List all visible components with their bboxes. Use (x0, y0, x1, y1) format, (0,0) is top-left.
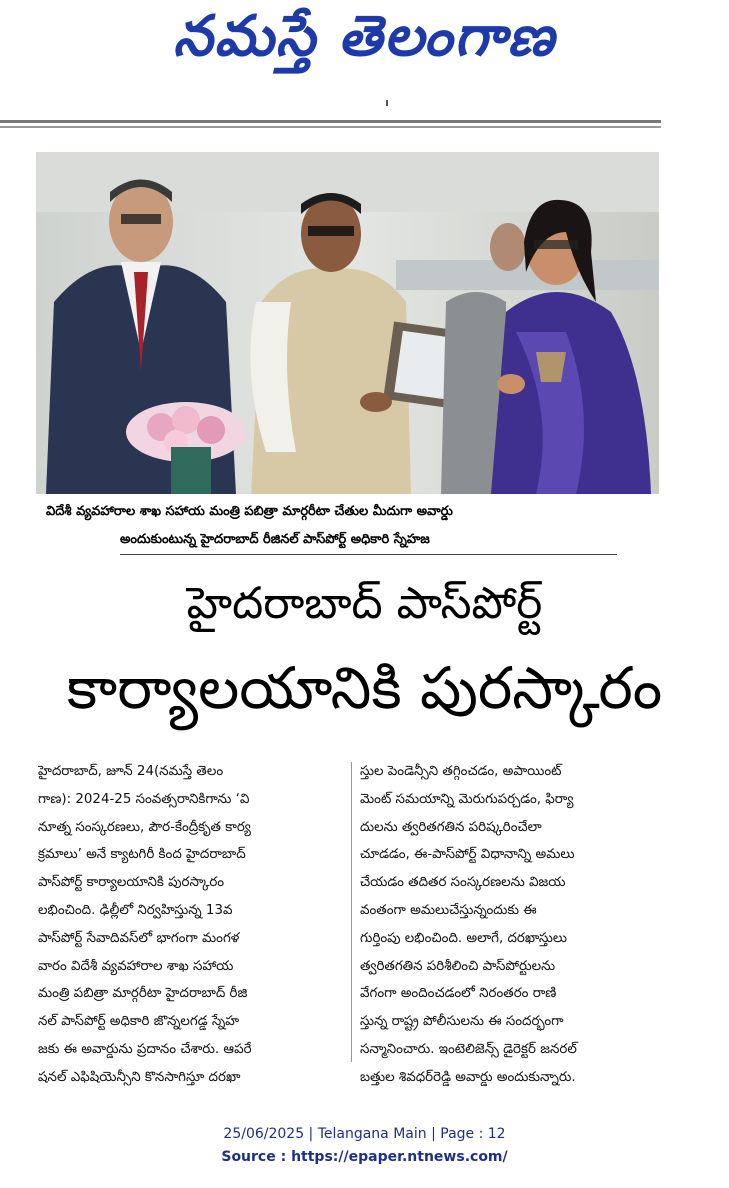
article-line: త్వరితగతిన పరిశీలించి పాస్‌పోర్టులను (360, 958, 556, 974)
photo-caption-line: అందుకుంటున్న హైదరాబాద్ రీజినల్ పాస్‌పోర్ట్ అధికారి స్నేహజ (120, 532, 430, 547)
article-line: హైదరాబాద్, జూన్ 24(నమస్తే తెలం (38, 764, 224, 779)
article-line: మెంట్ సమయాన్ని మెరుగుపర్చడం, ఫిర్యా (360, 791, 574, 807)
newspaper-logo: నమస్తే తెలంగాణ (173, 4, 556, 69)
article-line: వారం విదేశీ వ్యవహారాల శాఖ సహాయ (38, 958, 234, 974)
photo-caption-line: విదేశీ వ్యవహారాల శాఖ సహాయ మంత్రి పబిత్రా మార్గరీటా చేతుల మీదుగా అవార్డు (46, 504, 453, 519)
article-line: క్రమాలు’ అనే క్యాటగిరీ కింద హైదరాబాద్ (38, 847, 246, 863)
masthead-rule (0, 120, 661, 123)
article-column-right (360, 758, 660, 1092)
article-line: స్తుల పెండెన్సీని తగ్గించడం, అపాయింట్ (360, 764, 562, 779)
article-line: షనల్ ఎఫిషియెన్సీని కొనసాగిస్తూ దరఖా (38, 1069, 241, 1085)
article-line: గాణ): 2024-25 సంవత్సరానికిగాను ‘వి (38, 791, 250, 807)
article-line: స్తున్న రాష్ట్ర పోలీసులను ఈ సందర్భంగా (360, 1014, 564, 1030)
article-line: వంతంగా అమలుచేస్తున్నందుకు ఈ (360, 902, 537, 918)
article-column-left (38, 758, 344, 1092)
article-line: జకు ఈ అవార్డును ప్రదానం చేశారు. ఆపరే (38, 1041, 252, 1057)
article-line: నూత్న సంస్కరణలు, పౌర-కేంద్రీకృత కార్య (38, 819, 251, 835)
article-line: బత్తుల శివధర్‌రెడ్డి అవార్డు అందుకున్నారు. (360, 1069, 576, 1085)
article-line: చూడడం, ఈ-పాస్‌పోర్ట్ విధానాన్ని అమలు (360, 847, 575, 863)
article-line: పాస్‌పోర్ట్ కార్యాలయానికి పురస్కారం (38, 875, 225, 891)
source-link[interactable]: Source : https://epaper.ntnews.com/ (221, 1149, 508, 1165)
article-line: గుర్తింపు లభించింది. అలాగే, దరఖాస్తులు (360, 930, 568, 946)
column-divider (351, 762, 352, 1062)
article-line: చేయడం తదితర సంస్కరణలను విజయ (360, 875, 566, 891)
photo-caption (36, 496, 659, 564)
caption-underline (120, 554, 617, 555)
masthead (0, 0, 729, 118)
divider-mark (386, 100, 388, 106)
masthead-rule-thin (0, 126, 661, 128)
article-line: పాస్‌పోర్ట్ సేవాదివస్‌లో భాగంగా మంగళ (38, 930, 240, 946)
award-ceremony-photo (36, 152, 659, 494)
article-line: నల్ పాస్‌పోర్ట్ అధికారి జొన్నలగడ్డ స్నేహ (38, 1014, 240, 1030)
headline-line: హైదరాబాద్ పాస్‌పోర్ట్ (186, 578, 543, 629)
headline-line: కార్యాలయానికి పురస్కారం (66, 654, 663, 722)
photo-illustration (36, 152, 659, 494)
article-line: సన్మానించారు. ఇంటెలిజెన్స్ డైరెక్టర్ జనరల్ (360, 1041, 577, 1057)
article-line: దులను త్వరితగతిన పరిష్కరించేలా (360, 819, 542, 835)
article-line: వేగంగా అందించడంలో నిరంతరం రాణి (360, 986, 557, 1002)
article-line: మంత్రి పబిత్రా మార్గరీటా హైదరాబాద్ రీజి (38, 986, 248, 1002)
edition-info: 25/06/2025 | Telangana Main | Page : 12 (223, 1126, 506, 1142)
article-line: లభించింది. ఢిల్లీలో నిర్వహిస్తున్న 13వ (38, 902, 233, 918)
